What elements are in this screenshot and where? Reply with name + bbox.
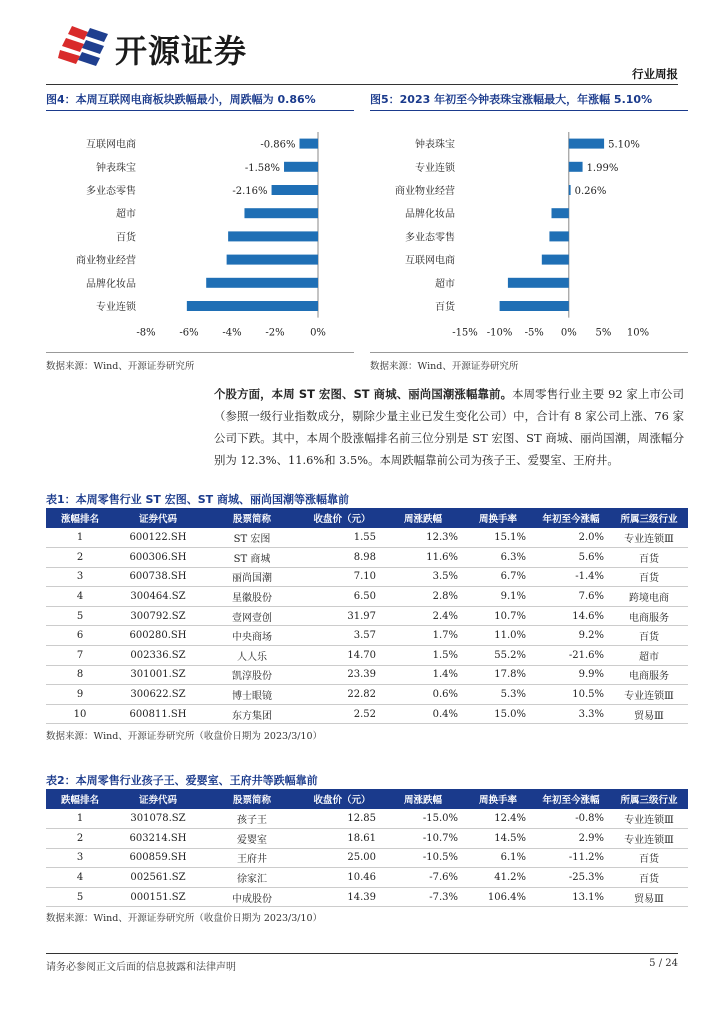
chart-category-label: 品牌化妆品	[405, 209, 455, 221]
table-cell: 15.1%	[464, 528, 532, 548]
table1-header-cell: 周涨跌幅	[403, 514, 442, 525]
chart-bar	[300, 139, 318, 149]
chart-bar	[569, 185, 571, 195]
table-cell: 10.7%	[464, 606, 532, 626]
table-row	[46, 704, 688, 724]
figure4-bar-chart	[46, 122, 354, 346]
table-cell: 超市	[610, 646, 688, 666]
table-cell: 10.46	[302, 868, 382, 888]
table-row	[46, 887, 688, 907]
table-cell: 1	[46, 528, 114, 548]
table1-header-cell: 所属三级行业	[620, 514, 678, 525]
table-cell: 电商服务	[610, 665, 688, 685]
table-cell: 贸易Ⅲ	[610, 704, 688, 724]
table-cell: 000151.SZ	[114, 887, 202, 907]
table-cell: 1.7%	[382, 626, 464, 646]
table1-header-cell: 涨幅排名	[60, 514, 99, 525]
table-cell: 百货	[610, 567, 688, 587]
table-cell: 18.61	[302, 829, 382, 849]
table-cell: 6.7%	[464, 567, 532, 587]
chart-bar	[500, 301, 569, 311]
figure4-source: 数据来源：Wind、开源证券研究所	[46, 361, 195, 372]
table2-header-cell: 股票简称	[232, 795, 271, 806]
table-cell: ST 宏图	[202, 528, 302, 548]
chart-category-label: 专业连锁	[96, 302, 136, 313]
table-cell: 7.6%	[532, 587, 610, 607]
table-row	[46, 626, 688, 646]
table-cell: 2	[46, 829, 114, 849]
table-cell: 专业连锁Ⅲ	[610, 685, 688, 705]
table2-header-cell: 所属三级行业	[620, 795, 678, 806]
table-cell: 人人乐	[202, 646, 302, 666]
table-cell: 600122.SH	[114, 528, 202, 548]
table-cell: 2	[46, 548, 114, 568]
table1-header-cell: 股票简称	[232, 514, 271, 525]
chart-bar	[508, 278, 569, 288]
table-cell: 1.4%	[382, 665, 464, 685]
table-cell: 3	[46, 567, 114, 587]
table2-title: 表2：本周零售行业孩子王、爱婴室、王府井等跌幅靠前	[46, 774, 318, 787]
table-cell: 1.5%	[382, 646, 464, 666]
table-cell: 300464.SZ	[114, 587, 202, 607]
table-cell: 专业连锁Ⅲ	[610, 809, 688, 829]
table-cell: 4	[46, 868, 114, 888]
table-cell: 壹网壹创	[202, 606, 302, 626]
table-cell: 百货	[610, 868, 688, 888]
table-row	[46, 685, 688, 705]
table-cell: 2.4%	[382, 606, 464, 626]
chart-bar	[244, 208, 318, 218]
company-logo-text: 开源证券	[115, 32, 248, 70]
chart-category-label: 多业态零售	[405, 232, 455, 244]
table-cell: 600859.SH	[114, 848, 202, 868]
legal-disclaimer-note: 请务必参阅正文后面的信息披露和法律声明	[46, 962, 236, 973]
chart-data-label: 0.26%	[574, 186, 607, 197]
table1-source: 数据来源：Wind、开源证券研究所（收盘价日期为 2023/3/10）	[46, 731, 323, 742]
chart-category-label: 多业态零售	[86, 186, 136, 197]
table-cell: 0.4%	[382, 704, 464, 724]
table-cell: 5.6%	[532, 548, 610, 568]
chart-category-label: 品牌化妆品	[86, 278, 136, 290]
table-cell: 专业连锁Ⅲ	[610, 829, 688, 849]
chart-tick-label: -8%	[136, 327, 156, 339]
table-cell: 23.39	[302, 665, 382, 685]
table-cell: 6.3%	[464, 548, 532, 568]
chart-tick-label: -5%	[524, 327, 544, 339]
table-cell: 22.82	[302, 685, 382, 705]
stock-summary-paragraph	[214, 383, 684, 471]
table-cell: -25.3%	[532, 868, 610, 888]
table-cell: 5	[46, 887, 114, 907]
table-cell: 星徽股份	[202, 587, 302, 607]
table-row	[46, 646, 688, 666]
table-cell: 14.5%	[464, 829, 532, 849]
table2-header-row	[46, 789, 688, 809]
table-cell: 跨境电商	[610, 587, 688, 607]
table-cell: 25.00	[302, 848, 382, 868]
table-row	[46, 528, 688, 548]
table-cell: 10.5%	[532, 685, 610, 705]
figure5-title: 图5：2023 年初至今钟表珠宝涨幅最大，年涨幅 5.10%	[370, 93, 653, 106]
table-cell: 贸易Ⅲ	[610, 887, 688, 907]
table1-header-cell: 年初至今涨幅	[542, 514, 600, 525]
table1-title: 表1：本周零售行业 ST 宏图、ST 商城、丽尚国潮等涨幅靠前	[46, 493, 349, 506]
table-cell: 300622.SZ	[114, 685, 202, 705]
table-row	[46, 587, 688, 607]
table-cell: 603214.SH	[114, 829, 202, 849]
figure4-title-rule	[46, 110, 354, 111]
table-cell: 3	[46, 848, 114, 868]
table-cell: 5.3%	[464, 685, 532, 705]
table-row	[46, 829, 688, 849]
chart-data-label: 5.10%	[608, 139, 640, 151]
figure4-title: 图4：本周互联网电商板块跌幅最小，周跌幅为 0.86%	[46, 93, 316, 106]
table-cell: 17.8%	[464, 665, 532, 685]
chart-bar	[552, 208, 569, 218]
table-cell: -10.7%	[382, 829, 464, 849]
table-cell: 2.9%	[532, 829, 610, 849]
chart-data-label: -2.16%	[232, 186, 268, 197]
table-cell: 6.50	[302, 587, 382, 607]
table-cell: 1	[46, 809, 114, 829]
table-row	[46, 548, 688, 568]
chart-bar	[228, 231, 318, 241]
chart-bar	[187, 301, 318, 311]
table-cell: 301001.SZ	[114, 665, 202, 685]
chart-tick-label: 5%	[595, 327, 612, 339]
table2-source: 数据来源：Wind、开源证券研究所（收盘价日期为 2023/3/10）	[46, 913, 323, 924]
table-row	[46, 665, 688, 685]
chart-tick-label: -10%	[486, 327, 513, 339]
table-cell: 600280.SH	[114, 626, 202, 646]
table-cell: 9.1%	[464, 587, 532, 607]
table-cell: 2.52	[302, 704, 382, 724]
table1-header-cell: 周换手率	[478, 514, 517, 525]
header-divider	[46, 84, 678, 85]
chart-bar	[206, 278, 318, 288]
table-cell: 3.5%	[382, 567, 464, 587]
table-cell: 5	[46, 606, 114, 626]
chart-data-label: -0.86%	[260, 139, 296, 151]
table-cell: 3.57	[302, 626, 382, 646]
table2-header-cell: 年初至今涨幅	[542, 795, 600, 806]
chart-bar	[284, 162, 318, 172]
table1-header-cell: 收盘价（元）	[313, 514, 371, 525]
table-cell: 4	[46, 587, 114, 607]
chart-category-label: 百货	[116, 232, 136, 244]
table2-header-cell: 跌幅排名	[60, 795, 99, 806]
table-cell: -1.4%	[532, 567, 610, 587]
chart-tick-label: -4%	[222, 327, 242, 339]
table-cell: 东方集团	[202, 704, 302, 724]
company-logo-icon	[58, 22, 118, 68]
table-cell: 0.6%	[382, 685, 464, 705]
table-cell: -7.6%	[382, 868, 464, 888]
page-number: 5 / 24	[649, 958, 678, 969]
table-cell: 600306.SH	[114, 548, 202, 568]
chart-bar	[542, 255, 569, 265]
chart-tick-label: 0%	[560, 327, 577, 339]
table-row	[46, 848, 688, 868]
chart-category-label: 超市	[435, 278, 455, 290]
table-cell: 专业连锁Ⅲ	[610, 528, 688, 548]
table-cell: 6.1%	[464, 848, 532, 868]
table2-header-cell: 收盘价（元）	[313, 795, 371, 806]
chart-category-label: 钟表珠宝	[96, 162, 136, 174]
table-cell: -10.5%	[382, 848, 464, 868]
chart-bar	[227, 255, 318, 265]
table-cell: 百货	[610, 548, 688, 568]
table1-header-cell: 证券代码	[138, 514, 177, 525]
table-cell: 14.6%	[532, 606, 610, 626]
table-cell: -21.6%	[532, 646, 610, 666]
table-cell: 12.4%	[464, 809, 532, 829]
table-cell: 600811.SH	[114, 704, 202, 724]
table-cell: 9.9%	[532, 665, 610, 685]
table-cell: 爱婴室	[202, 829, 302, 849]
table-cell: 2.0%	[532, 528, 610, 548]
table-cell: 3.3%	[532, 704, 610, 724]
table-cell: -0.8%	[532, 809, 610, 829]
table-row	[46, 567, 688, 587]
footer-divider	[46, 953, 678, 954]
chart-bar	[549, 231, 568, 241]
table-cell: 凯淳股份	[202, 665, 302, 685]
figure5-bar-chart	[370, 122, 688, 346]
table-cell: 中成股份	[202, 887, 302, 907]
table-cell: 孩子王	[202, 809, 302, 829]
table-cell: 6	[46, 626, 114, 646]
figure5-title-rule	[370, 110, 688, 111]
table-cell: 7	[46, 646, 114, 666]
table-row	[46, 868, 688, 888]
table-cell: -11.2%	[532, 848, 610, 868]
chart-data-label: -1.58%	[244, 162, 281, 174]
chart-bar	[272, 185, 318, 195]
figure5-source-rule	[370, 352, 688, 353]
table-cell: 12.3%	[382, 528, 464, 548]
table1-top-gainers	[46, 508, 688, 724]
table-cell: 7.10	[302, 567, 382, 587]
figure5-source: 数据来源：Wind、开源证券研究所	[370, 361, 519, 372]
chart-tick-label: -6%	[179, 327, 199, 339]
figure4-source-rule	[46, 352, 354, 353]
table-cell: 8	[46, 665, 114, 685]
table-cell: 41.2%	[464, 868, 532, 888]
table-cell: 14.39	[302, 887, 382, 907]
table2-header-cell: 证券代码	[138, 795, 177, 806]
table-cell: 9.2%	[532, 626, 610, 646]
table-cell: 11.0%	[464, 626, 532, 646]
chart-category-label: 互联网电商	[86, 139, 136, 151]
chart-tick-label: 10%	[626, 327, 650, 339]
paragraph-lead: 个股方面，本周 ST 宏图、ST 商城、丽尚国潮涨幅靠前。	[214, 387, 513, 401]
table-cell: 12.85	[302, 809, 382, 829]
table-row	[46, 606, 688, 626]
table-cell: 王府井	[202, 848, 302, 868]
table-cell: 中央商场	[202, 626, 302, 646]
chart-category-label: 商业物业经营	[76, 255, 136, 267]
table-row	[46, 809, 688, 829]
table-cell: 14.70	[302, 646, 382, 666]
table-cell: -7.3%	[382, 887, 464, 907]
table-cell: ST 商城	[202, 548, 302, 568]
chart-category-label: 商业物业经营	[395, 186, 455, 197]
table-cell: 301078.SZ	[114, 809, 202, 829]
chart-tick-label: -2%	[265, 327, 285, 339]
chart-category-label: 超市	[116, 209, 136, 221]
table-cell: 徐家汇	[202, 868, 302, 888]
table-cell: 15.0%	[464, 704, 532, 724]
table-cell: 1.55	[302, 528, 382, 548]
table2-header-cell: 周涨跌幅	[403, 795, 442, 806]
table-cell: 600738.SH	[114, 567, 202, 587]
table2-header-cell: 周换手率	[478, 795, 517, 806]
chart-bar	[569, 162, 583, 172]
chart-category-label: 钟表珠宝	[415, 139, 455, 151]
table-cell: 丽尚国潮	[202, 567, 302, 587]
chart-tick-label: 0%	[310, 327, 326, 339]
table-cell: 002561.SZ	[114, 868, 202, 888]
table-cell: 电商服务	[610, 606, 688, 626]
table-cell: 9	[46, 685, 114, 705]
table-cell: 55.2%	[464, 646, 532, 666]
table-cell: 300792.SZ	[114, 606, 202, 626]
table-cell: 106.4%	[464, 887, 532, 907]
table-cell: 13.1%	[532, 887, 610, 907]
table1-header-row	[46, 508, 688, 528]
table-cell: 百货	[610, 848, 688, 868]
table-cell: -15.0%	[382, 809, 464, 829]
table-cell: 博士眼镜	[202, 685, 302, 705]
chart-category-label: 百货	[435, 302, 455, 313]
chart-category-label: 专业连锁	[415, 162, 455, 174]
chart-data-label: 1.99%	[586, 162, 619, 174]
table-cell: 002336.SZ	[114, 646, 202, 666]
table-cell: 8.98	[302, 548, 382, 568]
table-cell: 2.8%	[382, 587, 464, 607]
paragraph-body: 本周零售行业主要 92 家上市公司（参照一级行业指数成分，剔除少量主业已发生变化公司）中，合计有 8 家公司上涨、76 家公司下跌。其中，本周个股涨幅排名前三位分别是 ST 宏图、ST 商城、丽尚国潮，周涨幅分别为 12.3%、11.6%和 3.5%。本周跌幅靠前公司为孩子王、爱婴室、王府井。	[214, 387, 684, 467]
table-cell: 10	[46, 704, 114, 724]
chart-tick-label: -15%	[452, 327, 478, 339]
table-cell: 11.6%	[382, 548, 464, 568]
table-cell: 百货	[610, 626, 688, 646]
chart-category-label: 互联网电商	[405, 255, 455, 267]
report-type-label: 行业周报	[632, 67, 678, 81]
table-cell: 31.97	[302, 606, 382, 626]
chart-bar	[569, 139, 604, 149]
table2-top-losers	[46, 789, 688, 907]
